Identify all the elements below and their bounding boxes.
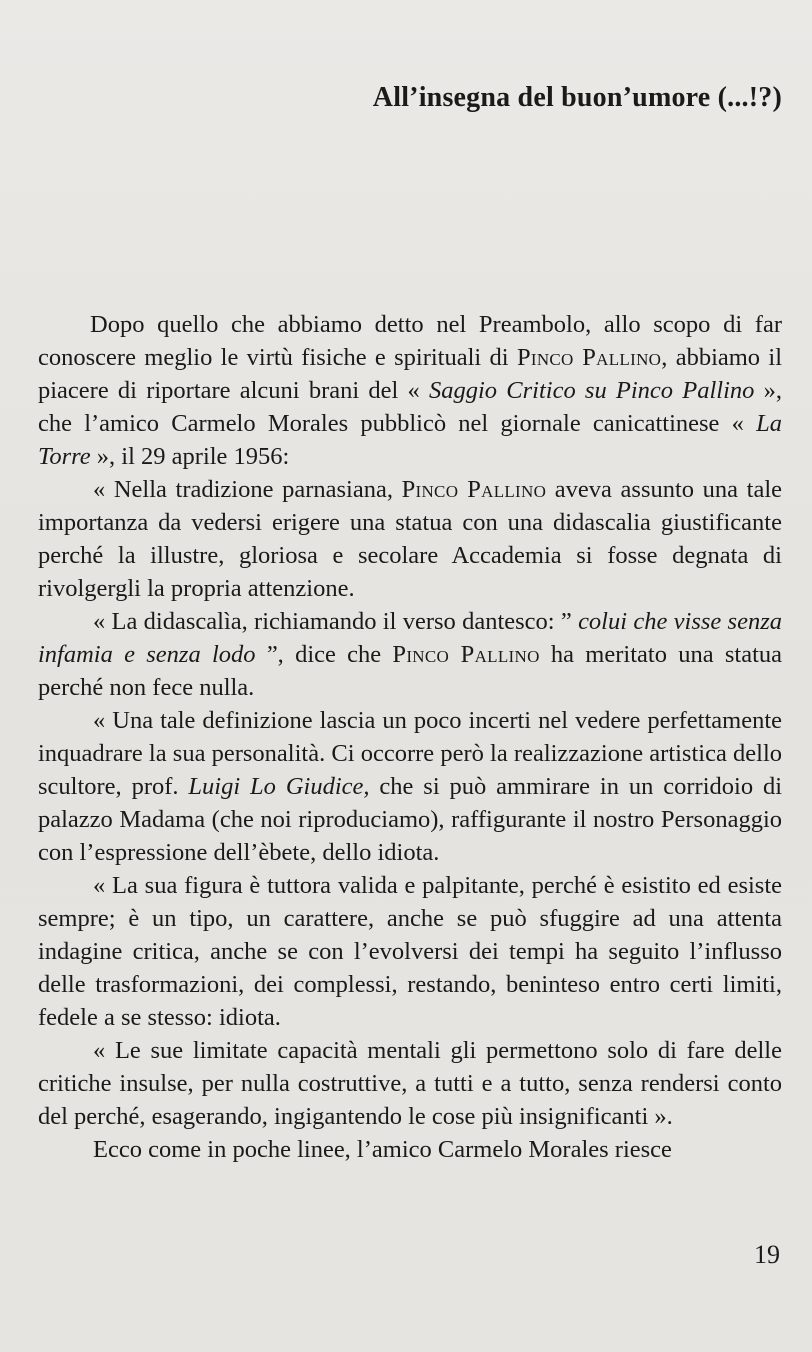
character-name: Pinco Pallino (401, 476, 547, 503)
paragraph-3-text-3: ha meritato una statua perché non fece nulla. (38, 641, 782, 701)
paragraph-4 (38, 704, 782, 869)
paragraph-3 (38, 605, 782, 704)
paragraph-1-text-2: , abbiamo il piacere di riportare alcuni brani del « (38, 344, 782, 404)
paragraph-7 (38, 1133, 782, 1166)
paragraph-2-text-2: aveva assunto una tale importanza da vedersi erigere una statua con una didascalia giustificante perché la illustre, gloriosa e secolare Accademia si fosse degnata di rivolgergli la propria attenzione. (38, 476, 783, 602)
running-title: All’insegna del buon’umore (...!?) (372, 82, 782, 113)
page-number: 19 (754, 1240, 780, 1269)
paragraph-2 (38, 473, 782, 605)
paragraph-3-text-1: « La didascalìa, richiamando il verso dantesco: ” (93, 608, 579, 635)
paragraph-1-text-1: Dopo quello che abbiamo detto nel Preambolo, allo scopo di far conoscere meglio le virtù fisiche e spirituali di (38, 311, 782, 371)
character-name: Pinco Pallino (516, 344, 662, 371)
paragraph-3-text-2: ”, dice che (255, 641, 393, 668)
paragraph-4-text-2: che si può ammirare in un corridoio di palazzo Madama (che noi riproduciamo), raffigurante il nostro Personaggio con l’espressione dell’èbete, dello idiota. (38, 773, 783, 866)
paragraph-2-text-1: « Nella tradizione parnasiana, (93, 476, 402, 503)
paragraph-1 (38, 308, 782, 473)
dante-quote: colui che visse senza infamia e senza lodo (38, 608, 782, 668)
character-name: Pinco Pallino (392, 641, 540, 668)
paragraph-5-text-1: « La sua figura è tuttora valida e palpitante, perché è esistito ed esiste sempre; è un tipo, un carattere, anche se può sfuggire ad una attenta indagine critica, anche se con l’evolversi dei tempi ha seguito l’influsso delle trasformazioni, dei complessi, restando, beninteso entro certi limiti, fedele a se stesso: idiota. (38, 872, 782, 1031)
newspaper-title: La Torre (38, 410, 782, 470)
paragraph-1-text-4: », il 29 aprile 1956: (90, 443, 290, 470)
sculptor-name: Luigi Lo Giudice, (188, 773, 370, 800)
paragraph-7-text-1: Ecco come in poche linee, l’amico Carmelo Morales riesce (93, 1136, 672, 1163)
body-text (38, 308, 782, 1166)
essay-title: Saggio Critico su Pinco Pallino (429, 377, 755, 404)
paragraph-6-text-1: « Le sue limitate capacità mentali gli permettono solo di fare delle critiche insulse, per nulla costruttive, a tutti e a tutto, senza rendersi conto del perché, esagerando, ingigantendo le cose più insignificanti ». (38, 1037, 782, 1130)
paragraph-4-text-1: « Una tale definizione lascia un poco incerti nel vedere perfettamente inquadrare la sua personalità. Ci occorre però la realizzazione artistica dello scultore, prof. (38, 707, 782, 800)
paragraph-1-text-3: », che l’amico Carmelo Morales pubblicò nel giornale canicattinese « (38, 377, 782, 437)
paragraph-6 (38, 1034, 782, 1133)
paragraph-5 (38, 869, 782, 1034)
